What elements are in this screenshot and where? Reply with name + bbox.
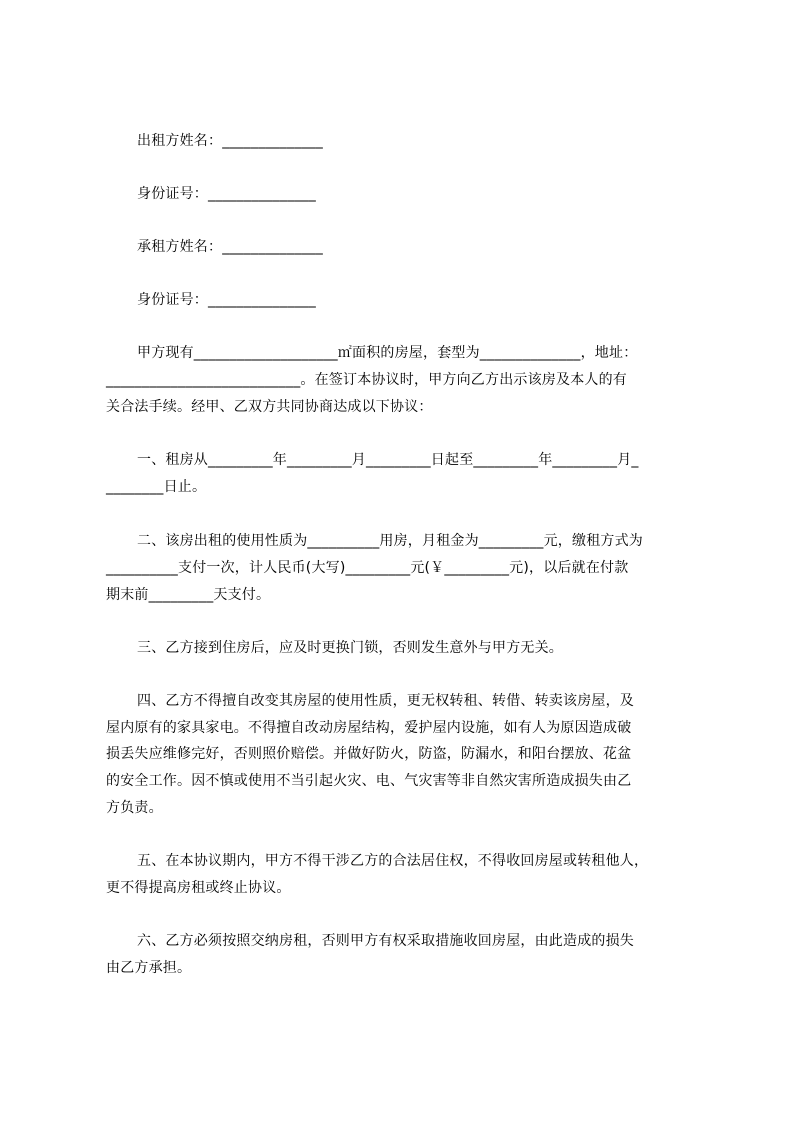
intro-paragraph-line: 关合法手续。经甲、乙双方共同协商达成以下协议： (106, 399, 433, 415)
clause-4-line: 方负责。 (106, 800, 163, 816)
clause-4-line: 四、乙方不得擅自改变其房屋的使用性质，更无权转租、转借、转卖该房屋，及 (137, 693, 634, 709)
intro-paragraph-line: ___________________________。在签订本协议时，甲方向乙方出示该房及本人的有 (106, 372, 627, 388)
clause-4-line: 的安全工作。因不慎或使用不当引起火灾、电、气灾害等非自然灾害所造成损失由乙 (106, 773, 632, 789)
clause-2-line: 期末前_________天支付。 (106, 587, 271, 603)
clause-2-line: 二、该房出租的使用性质为__________用房，月租金为_________元，缴租方式为 (137, 533, 643, 549)
lessee-name-field: 承租方姓名：______________ (137, 239, 323, 255)
clause-2-line: __________支付一次，计人民币(大写)_________元(￥_________元)，以后就在付款 (106, 560, 629, 576)
clause-5-line: 五、在本协议期内，甲方不得干涉乙方的合法居住权，不得收回房屋或转租他人， (137, 853, 649, 869)
clause-3-line: 三、乙方接到住房后，应及时更换门锁，否则发生意外与甲方无关。 (137, 640, 563, 656)
clause-1-line: 一、租房从_________年_________月_________日起至_________年_________月_ (137, 452, 639, 468)
lessor-id-field: 身份证号：_______________ (137, 186, 316, 202)
intro-paragraph-line: 甲方现有____________________㎡面积的房屋，套型为______________，地址： (137, 345, 638, 361)
lessee-id-field: 身份证号：_______________ (137, 292, 316, 308)
clause-6-line: 六、乙方必须按照交纳房租，否则甲方有权采取措施收回房屋，由此造成的损失 (137, 933, 634, 949)
lessor-name-field: 出租方姓名：______________ (137, 133, 323, 149)
clause-5-line: 更不得提高房租或终止协议。 (106, 880, 291, 896)
clause-4-line: 损丢失应维修完好，否则照价赔偿。并做好防火，防盗，防漏水，和阳台摆放、花盆 (106, 746, 632, 762)
clause-1-line: ________日止。 (106, 479, 207, 495)
clause-4-line: 屋内原有的家具家电。不得擅自改动房屋结构，爱护屋内设施，如有人为原因造成破 (106, 720, 632, 736)
clause-6-line: 由乙方承担。 (106, 960, 192, 976)
